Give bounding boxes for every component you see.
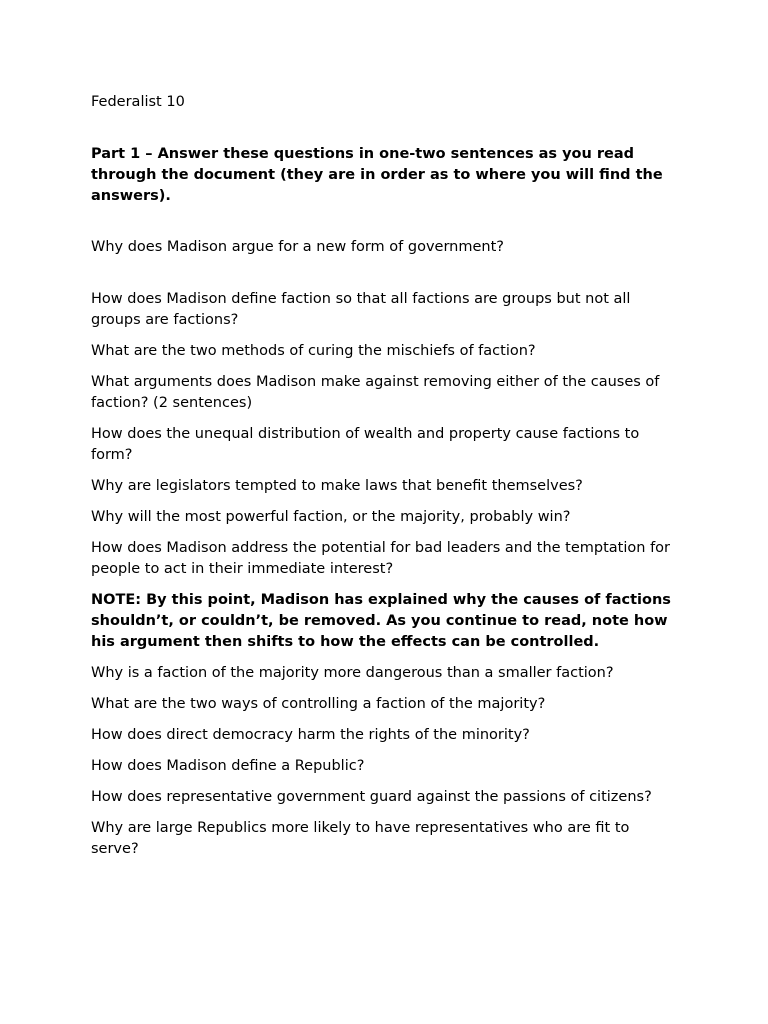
question-11: How does direct democracy harm the rights of the minority? — [91, 727, 530, 743]
note-paragraph: NOTE: By this point, Madison has explained why the causes of factions shouldn’t, or couldn’t, be removed. As you continue to read, note how his argument then shifts to how the effects can be controlled. — [91, 592, 671, 650]
question-6: Why are legislators tempted to make laws that benefit themselves? — [91, 478, 583, 494]
question-7: Why will the most powerful faction, or the majority, probably win? — [91, 509, 571, 525]
question-3: What are the two methods of curing the mischiefs of faction? — [91, 343, 536, 359]
question-9: Why is a faction of the majority more dangerous than a smaller faction? — [91, 665, 614, 681]
question-4: What arguments does Madison make against removing either of the causes of faction? (2 sentences) — [91, 374, 660, 411]
document-page — [91, 0, 681, 1024]
part-1-instructions: Part 1 – Answer these questions in one-two sentences as you read through the document (they are in order as to where you will find the answers). — [91, 146, 663, 204]
question-2: How does Madison define faction so that all factions are groups but not all groups are factions? — [91, 291, 631, 328]
question-14: Why are large Republics more likely to have representatives who are fit to serve? — [91, 820, 630, 857]
document-title: Federalist 10 — [91, 94, 185, 110]
question-10: What are the two ways of controlling a faction of the majority? — [91, 696, 546, 712]
question-list — [91, 237, 681, 870]
question-12: How does Madison define a Republic? — [91, 758, 365, 774]
question-1: Why does Madison argue for a new form of government? — [91, 239, 504, 255]
question-13: How does representative government guard against the passions of citizens? — [91, 789, 652, 805]
question-8: How does Madison address the potential for bad leaders and the temptation for people to act in their immediate interest? — [91, 540, 671, 577]
question-5: How does the unequal distribution of wealth and property cause factions to form? — [91, 426, 640, 463]
